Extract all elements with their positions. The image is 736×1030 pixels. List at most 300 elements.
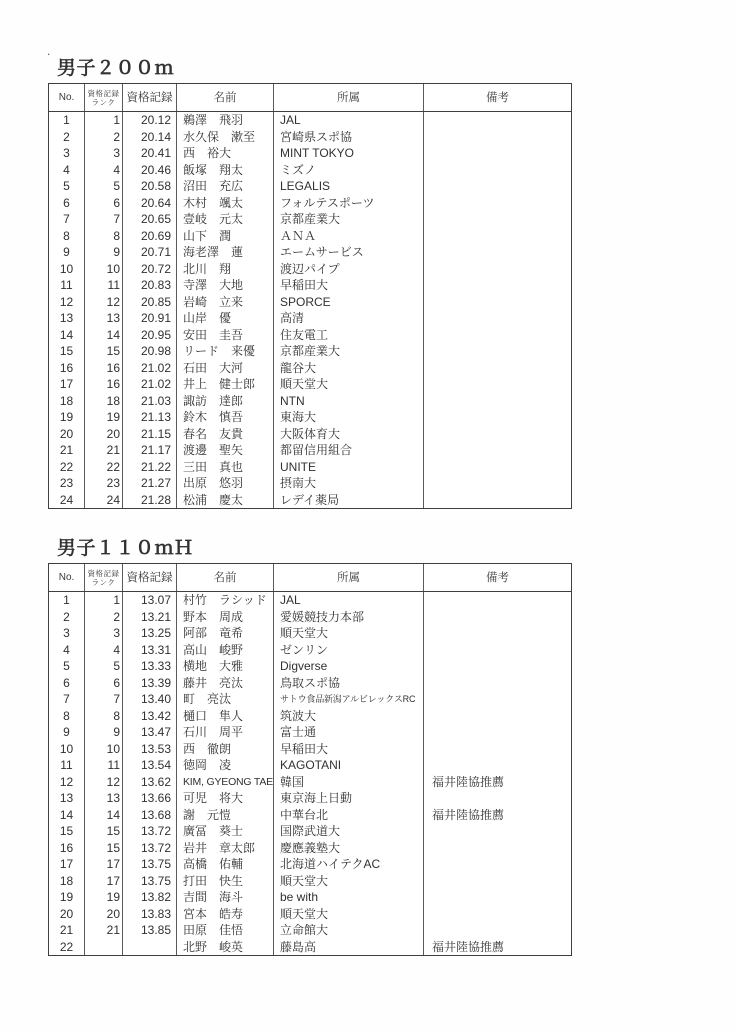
- cell-record: 21.15: [123, 426, 177, 443]
- cell-remarks: [424, 459, 571, 476]
- cell-remarks: [424, 691, 571, 708]
- table-row: [49, 807, 571, 824]
- col-header-name: 名前: [177, 564, 274, 591]
- cell-no: 19: [49, 889, 85, 906]
- cell-remarks: [424, 327, 571, 344]
- cell-rank: 11: [85, 757, 123, 774]
- cell-record: 21.28: [123, 492, 177, 509]
- cell-no: 12: [49, 774, 85, 791]
- cell-name: 出原 悠羽: [177, 475, 274, 492]
- cell-record: 20.41: [123, 145, 177, 162]
- cell-name: KIM, GYEONG TAE: [177, 774, 274, 791]
- cell-remarks: [424, 294, 571, 311]
- cell-record: 13.31: [123, 642, 177, 659]
- cell-affiliation: エームサービス: [274, 244, 424, 261]
- cell-rank: 12: [85, 294, 123, 311]
- cell-name: 徳岡 凌: [177, 757, 274, 774]
- cell-record: 20.69: [123, 228, 177, 245]
- cell-affiliation: ＡＮＡ: [274, 228, 424, 245]
- cell-no: 22: [49, 459, 85, 476]
- cell-remarks: [424, 195, 571, 212]
- cell-affiliation: レデイ薬局: [274, 492, 424, 509]
- cell-affiliation: 順天堂大: [274, 873, 424, 890]
- cell-record: 21.02: [123, 376, 177, 393]
- table-row: [49, 376, 571, 393]
- cell-remarks: [424, 906, 571, 923]
- col-header-record: 資格記録: [123, 84, 177, 111]
- cell-name: 岩井 章太郎: [177, 840, 274, 857]
- cell-record: 20.85: [123, 294, 177, 311]
- cell-name: 壹岐 元太: [177, 211, 274, 228]
- col-header-remarks: 備考: [486, 91, 509, 104]
- cell-no: 19: [49, 409, 85, 426]
- cell-remarks: [424, 790, 571, 807]
- table-row: [49, 856, 571, 873]
- cell-affiliation: 筑波大: [274, 708, 424, 725]
- cell-name: 安田 圭吾: [177, 327, 274, 344]
- cell-affiliation: JAL: [274, 592, 424, 609]
- cell-no: 4: [49, 162, 85, 179]
- cell-affiliation: 早稲田大: [274, 741, 424, 758]
- table-row: [49, 145, 571, 162]
- cell-rank: 24: [85, 492, 123, 509]
- table-body-200m: [49, 112, 571, 508]
- cell-affiliation: 中華台北: [274, 807, 424, 824]
- cell-rank: 21: [85, 922, 123, 939]
- cell-remarks: 福井陸協推薦: [432, 774, 505, 789]
- table-row: [49, 757, 571, 774]
- cell-name: リード 来優: [177, 343, 274, 360]
- cell-rank: 22: [85, 459, 123, 476]
- cell-name: 野本 周成: [177, 609, 274, 626]
- table-row: [49, 178, 571, 195]
- cell-affiliation: 東京海上日動: [274, 790, 424, 807]
- cell-affiliation: KAGOTANI: [274, 757, 424, 774]
- cell-remarks: [424, 277, 571, 294]
- table-row: [49, 790, 571, 807]
- cell-name: 阿部 竜希: [177, 625, 274, 642]
- cell-affiliation: 慶應義塾大: [274, 840, 424, 857]
- cell-remarks: [424, 592, 571, 609]
- cell-record: 13.83: [123, 906, 177, 923]
- cell-record: 20.95: [123, 327, 177, 344]
- cell-affiliation: 順天堂大: [274, 376, 424, 393]
- cell-no: 12: [49, 294, 85, 311]
- cell-name: 諏訪 達郎: [177, 393, 274, 410]
- cell-record: 20.12: [123, 112, 177, 129]
- cell-name: 吉間 海斗: [177, 889, 274, 906]
- cell-affiliation: NTN: [274, 393, 424, 410]
- cell-record: 13.62: [123, 774, 177, 791]
- cell-rank: 13: [85, 790, 123, 807]
- table-row: [49, 592, 571, 609]
- cell-record: 21.27: [123, 475, 177, 492]
- cell-remarks: [424, 922, 571, 939]
- cell-remarks: [424, 211, 571, 228]
- cell-name: 北野 峻英: [177, 939, 274, 956]
- cell-remarks: [424, 675, 571, 692]
- cell-remarks: [424, 162, 571, 179]
- cell-remarks: 福井陸協推薦: [432, 807, 505, 822]
- col-header-rank-line1: 資格記録: [87, 88, 120, 98]
- cell-no: 6: [49, 675, 85, 692]
- cell-affiliation: 藤島高: [274, 939, 424, 956]
- cell-name: 打田 快生: [177, 873, 274, 890]
- table-row: [49, 310, 571, 327]
- table-row: [49, 244, 571, 261]
- cell-name: 山岸 優: [177, 310, 274, 327]
- cell-record: [123, 939, 177, 956]
- col-header-rank-line1: 資格記録: [87, 568, 120, 578]
- cell-no: 20: [49, 906, 85, 923]
- cell-rank: 8: [85, 228, 123, 245]
- cell-affiliation: LEGALIS: [274, 178, 424, 195]
- cell-rank: 9: [85, 244, 123, 261]
- cell-rank: 6: [85, 195, 123, 212]
- cell-affiliation: 渡辺パイプ: [274, 261, 424, 278]
- cell-remarks: [424, 310, 571, 327]
- cell-remarks: [424, 360, 571, 377]
- cell-rank: 21: [85, 442, 123, 459]
- cell-name: 村竹 ラシッド: [177, 592, 274, 609]
- table-row: [49, 360, 571, 377]
- cell-affiliation: 立命館大: [274, 922, 424, 939]
- cell-name: 飯塚 翔太: [177, 162, 274, 179]
- col-header-rank: [85, 564, 123, 591]
- cell-record: 20.83: [123, 277, 177, 294]
- cell-affiliation: 順天堂大: [274, 906, 424, 923]
- cell-remarks: [424, 409, 571, 426]
- cell-remarks: [424, 741, 571, 758]
- cell-name: 田原 佳悟: [177, 922, 274, 939]
- cell-name: 山下 潤: [177, 228, 274, 245]
- cell-affiliation: フォルテスポーツ: [274, 195, 424, 212]
- cell-affiliation: 鳥取スポ協: [274, 675, 424, 692]
- cell-no: 11: [49, 757, 85, 774]
- cell-remarks: [424, 426, 571, 443]
- cell-affiliation: 国際武道大: [274, 823, 424, 840]
- cell-no: 3: [49, 625, 85, 642]
- cell-rank: 12: [85, 774, 123, 791]
- cell-no: 11: [49, 277, 85, 294]
- cell-affiliation: SPORCE: [274, 294, 424, 311]
- cell-no: 5: [49, 658, 85, 675]
- cell-rank: 8: [85, 708, 123, 725]
- cell-record: 13.66: [123, 790, 177, 807]
- table-row: [49, 823, 571, 840]
- cell-name: 春名 友貴: [177, 426, 274, 443]
- cell-rank: 14: [85, 807, 123, 824]
- cell-record: 21.03: [123, 393, 177, 410]
- cell-remarks: [424, 261, 571, 278]
- cell-affiliation: 大阪体育大: [274, 426, 424, 443]
- cell-rank: 15: [85, 823, 123, 840]
- cell-rank: 3: [85, 625, 123, 642]
- table-row: [49, 691, 571, 708]
- cell-record: 21.13: [123, 409, 177, 426]
- table-row: [49, 609, 571, 626]
- cell-affiliation: ミズノ: [274, 162, 424, 179]
- table-row: [49, 426, 571, 443]
- cell-remarks: [424, 856, 571, 873]
- table-row: [49, 129, 571, 146]
- cell-remarks: [424, 642, 571, 659]
- cell-remarks: [424, 609, 571, 626]
- cell-no: 16: [49, 360, 85, 377]
- cell-no: 18: [49, 873, 85, 890]
- cell-no: 8: [49, 708, 85, 725]
- col-header-rank-line2: ランク: [91, 97, 116, 107]
- cell-record: 20.58: [123, 178, 177, 195]
- cell-affiliation: MINT TOKYO: [274, 145, 424, 162]
- table-row: [49, 675, 571, 692]
- cell-name: 町 亮汰: [177, 691, 274, 708]
- cell-remarks: [424, 393, 571, 410]
- cell-record: 20.72: [123, 261, 177, 278]
- cell-affiliation: UNITE: [274, 459, 424, 476]
- cell-no: 17: [49, 856, 85, 873]
- cell-affiliation: 京都産業大: [274, 211, 424, 228]
- cell-affiliation: 韓国: [274, 774, 424, 791]
- cell-no: 3: [49, 145, 85, 162]
- cell-record: 21.02: [123, 360, 177, 377]
- table-row: [49, 906, 571, 923]
- cell-record: 20.91: [123, 310, 177, 327]
- cell-remarks: 福井陸協推薦: [432, 939, 505, 954]
- cell-name: 木村 颯太: [177, 195, 274, 212]
- cell-name: 西 裕大: [177, 145, 274, 162]
- cell-name: 海老澤 蓮: [177, 244, 274, 261]
- cell-record: 20.14: [123, 129, 177, 146]
- cell-affiliation: 東海大: [274, 409, 424, 426]
- cell-rank: 13: [85, 310, 123, 327]
- cell-name: 岩崎 立来: [177, 294, 274, 311]
- cell-remarks: [424, 823, 571, 840]
- scan-artifact-dot: .: [47, 44, 51, 58]
- cell-remarks: [424, 708, 571, 725]
- col-header-affiliation: 所属: [274, 564, 424, 591]
- table-row: [49, 228, 571, 245]
- cell-remarks: [424, 840, 571, 857]
- cell-name: 謝 元愷: [177, 807, 274, 824]
- cell-remarks: [424, 376, 571, 393]
- cell-rank: 4: [85, 642, 123, 659]
- cell-affiliation: JAL: [274, 112, 424, 129]
- cell-affiliation: 愛媛競技力本部: [274, 609, 424, 626]
- cell-rank: 5: [85, 178, 123, 195]
- table-row: [49, 393, 571, 410]
- cell-rank: [85, 939, 123, 956]
- cell-rank: 4: [85, 162, 123, 179]
- cell-record: 13.85: [123, 922, 177, 939]
- table-row: [49, 409, 571, 426]
- cell-rank: 7: [85, 691, 123, 708]
- cell-no: 4: [49, 642, 85, 659]
- cell-rank: 9: [85, 724, 123, 741]
- cell-rank: 19: [85, 409, 123, 426]
- cell-name: 高山 峻野: [177, 642, 274, 659]
- cell-no: 7: [49, 691, 85, 708]
- cell-name: 可児 将大: [177, 790, 274, 807]
- cell-rank: 1: [85, 592, 123, 609]
- cell-record: 13.72: [123, 823, 177, 840]
- cell-rank: 23: [85, 475, 123, 492]
- cell-no: 15: [49, 823, 85, 840]
- cell-name: 松浦 慶太: [177, 492, 274, 509]
- cell-record: 13.53: [123, 741, 177, 758]
- cell-no: 16: [49, 840, 85, 857]
- cell-remarks: [424, 442, 571, 459]
- cell-name: 西 徹朗: [177, 741, 274, 758]
- cell-remarks: [424, 757, 571, 774]
- cell-affiliation: 北海道ハイテクAC: [274, 856, 424, 873]
- cell-name: 鈴木 慎吾: [177, 409, 274, 426]
- cell-no: 22: [49, 939, 85, 956]
- cell-record: 20.65: [123, 211, 177, 228]
- cell-rank: 10: [85, 741, 123, 758]
- table-row: [49, 277, 571, 294]
- cell-name: 石川 周平: [177, 724, 274, 741]
- cell-affiliation: 摂南大: [274, 475, 424, 492]
- cell-remarks: [424, 625, 571, 642]
- table-row: [49, 642, 571, 659]
- event-title-200m: 男子２００ｍ: [57, 58, 175, 79]
- cell-no: 17: [49, 376, 85, 393]
- table-row: [49, 873, 571, 890]
- cell-name: 鵜澤 飛羽: [177, 112, 274, 129]
- table-row: [49, 724, 571, 741]
- cell-affiliation: 宮崎県スポ協: [274, 129, 424, 146]
- cell-remarks: [424, 492, 571, 509]
- cell-no: 21: [49, 922, 85, 939]
- cell-name: 北川 翔: [177, 261, 274, 278]
- col-header-rank: [85, 84, 123, 111]
- cell-rank: 6: [85, 675, 123, 692]
- cell-rank: 7: [85, 211, 123, 228]
- cell-record: 13.33: [123, 658, 177, 675]
- table-row: [49, 492, 571, 509]
- event-section-200m: [48, 58, 572, 509]
- cell-record: 13.40: [123, 691, 177, 708]
- cell-no: 2: [49, 609, 85, 626]
- cell-affiliation: ゼンリン: [274, 642, 424, 659]
- cell-no: 10: [49, 261, 85, 278]
- cell-rank: 20: [85, 906, 123, 923]
- table-row: [49, 774, 571, 791]
- cell-record: 13.75: [123, 873, 177, 890]
- cell-record: 13.68: [123, 807, 177, 824]
- cell-rank: 14: [85, 327, 123, 344]
- cell-record: 13.47: [123, 724, 177, 741]
- cell-record: 21.17: [123, 442, 177, 459]
- cell-record: 13.75: [123, 856, 177, 873]
- cell-name: 寺澤 大地: [177, 277, 274, 294]
- cell-no: 6: [49, 195, 85, 212]
- cell-no: 1: [49, 112, 85, 129]
- cell-remarks: [424, 178, 571, 195]
- cell-no: 9: [49, 244, 85, 261]
- cell-name: 三田 真也: [177, 459, 274, 476]
- cell-record: 21.22: [123, 459, 177, 476]
- cell-affiliation: 早稲田大: [274, 277, 424, 294]
- cell-affiliation: 都留信用組合: [274, 442, 424, 459]
- cell-record: 13.39: [123, 675, 177, 692]
- event-section-110mh: [48, 538, 572, 956]
- table-row: [49, 327, 571, 344]
- cell-record: 13.82: [123, 889, 177, 906]
- cell-rank: 20: [85, 426, 123, 443]
- cell-rank: 3: [85, 145, 123, 162]
- cell-remarks: [424, 244, 571, 261]
- cell-rank: 11: [85, 277, 123, 294]
- cell-no: 14: [49, 327, 85, 344]
- cell-rank: 16: [85, 376, 123, 393]
- table-row: [49, 475, 571, 492]
- table-row: [49, 625, 571, 642]
- cell-remarks: [424, 889, 571, 906]
- cell-rank: 2: [85, 129, 123, 146]
- cell-affiliation: 龍谷大: [274, 360, 424, 377]
- cell-no: 20: [49, 426, 85, 443]
- cell-record: 20.46: [123, 162, 177, 179]
- cell-no: 14: [49, 807, 85, 824]
- col-header-affiliation: 所属: [274, 84, 424, 111]
- cell-no: 15: [49, 343, 85, 360]
- event-title-110mh: 男子１１０ｍＨ: [57, 538, 194, 559]
- cell-name: 藤井 亮汰: [177, 675, 274, 692]
- cell-name: 井上 健士郎: [177, 376, 274, 393]
- table-header-row: [49, 84, 571, 112]
- cell-remarks: [424, 724, 571, 741]
- col-header-remarks: 備考: [486, 571, 509, 584]
- col-header-no: No.: [49, 84, 85, 111]
- entry-table-200m: [48, 83, 572, 509]
- cell-no: 21: [49, 442, 85, 459]
- cell-record: 13.72: [123, 840, 177, 857]
- col-header-name: 名前: [177, 84, 274, 111]
- cell-no: 13: [49, 790, 85, 807]
- cell-name: 横地 大雅: [177, 658, 274, 675]
- cell-remarks: [424, 475, 571, 492]
- col-header-no: No.: [49, 564, 85, 591]
- cell-no: 2: [49, 129, 85, 146]
- cell-affiliation: 順天堂大: [274, 625, 424, 642]
- cell-no: 7: [49, 211, 85, 228]
- table-row: [49, 195, 571, 212]
- table-body-110mh: [49, 592, 571, 955]
- cell-rank: 5: [85, 658, 123, 675]
- cell-no: 18: [49, 393, 85, 410]
- cell-record: 20.98: [123, 343, 177, 360]
- col-header-rank-line2: ランク: [91, 577, 116, 587]
- table-row: [49, 708, 571, 725]
- table-row: [49, 658, 571, 675]
- cell-name: 渡邊 聖矢: [177, 442, 274, 459]
- cell-affiliation: Digverse: [274, 658, 424, 675]
- table-row: [49, 294, 571, 311]
- table-row: [49, 112, 571, 129]
- table-row: [49, 261, 571, 278]
- table-row: [49, 741, 571, 758]
- cell-rank: 15: [85, 343, 123, 360]
- table-row: [49, 211, 571, 228]
- cell-no: 5: [49, 178, 85, 195]
- cell-remarks: [424, 228, 571, 245]
- cell-no: 13: [49, 310, 85, 327]
- cell-name: 宮本 皓寿: [177, 906, 274, 923]
- table-row: [49, 343, 571, 360]
- table-row: [49, 840, 571, 857]
